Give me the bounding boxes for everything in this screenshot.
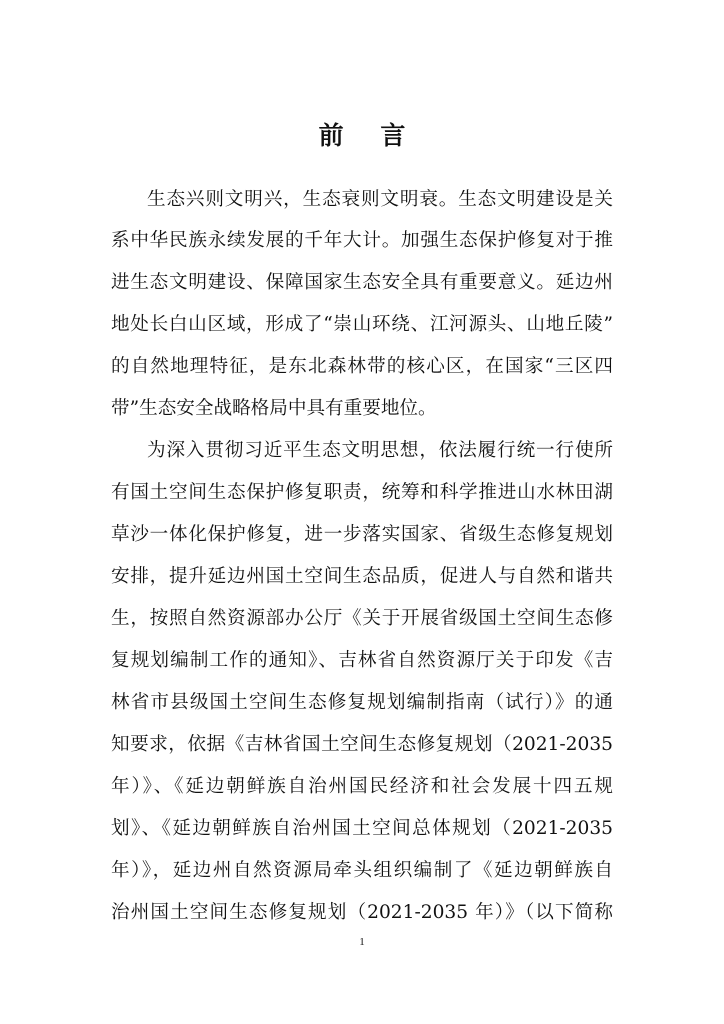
paragraph-2-line-10: 划》、《延边朝鲜族自治州国土空间总体规划（2021-2035 <box>111 818 613 839</box>
paragraph-2-line-9: 年）》、《延边朝鲜族自治州国民经济和社会发展十四五规 <box>111 776 613 797</box>
paragraph-2-line-5: 生，按照自然资源部办公厅《关于开展省级国土空间生态修 <box>111 608 613 629</box>
paragraph-2-line-6: 复规划编制工作的通知》、吉林省自然资源厅关于印发《吉 <box>111 650 613 671</box>
paragraph-2-line-2: 有国土空间生态保护修复职责，统筹和科学推进山水林田湖 <box>111 482 613 503</box>
paragraph-2-line-7: 林省市县级国土空间生态修复规划编制指南（试行）》的通 <box>111 692 613 713</box>
paragraph-2-line-8: 知要求，依据《吉林省国土空间生态修复规划（2021-2035 <box>111 734 613 755</box>
page-title: 前 言 <box>318 121 420 150</box>
paragraph-1-line-2: 系中华民族永续发展的千年大计。加强生态保护修复对于推 <box>111 230 613 251</box>
paragraph-1-line-5: 的自然地理特征，是东北森林带的核心区，在国家“三区四 <box>111 356 613 377</box>
paragraph-2-line-11: 年）》，延边州自然资源局牵头组织编制了《延边朝鲜族自 <box>111 860 613 881</box>
paragraph-2-line-3: 草沙一体化保护修复，进一步落实国家、省级生态修复规划 <box>111 524 613 545</box>
paragraph-2-line-4: 安排，提升延边州国土空间生态品质，促进人与自然和谐共 <box>111 566 613 587</box>
paragraph-2-line-12: 治州国土空间生态修复规划（2021-2035 年）》（以下简称 <box>111 902 613 923</box>
page-number: 1 <box>359 936 365 948</box>
paragraph-1-line-6: 带”生态安全战略格局中具有重要地位。 <box>111 398 437 419</box>
paragraph-1-line-4: 地处长白山区域，形成了“崇山环绕、江河源头、山地丘陵” <box>111 314 613 335</box>
paragraph-1-line-1: 生态兴则文明兴，生态衰则文明衰。生态文明建设是关 <box>147 189 613 210</box>
paragraph-2-line-1: 为深入贯彻习近平生态文明思想，依法履行统一行使所 <box>147 440 613 461</box>
paragraph-1-line-3: 进生态文明建设、保障国家生态安全具有重要意义。延边州 <box>111 272 613 293</box>
